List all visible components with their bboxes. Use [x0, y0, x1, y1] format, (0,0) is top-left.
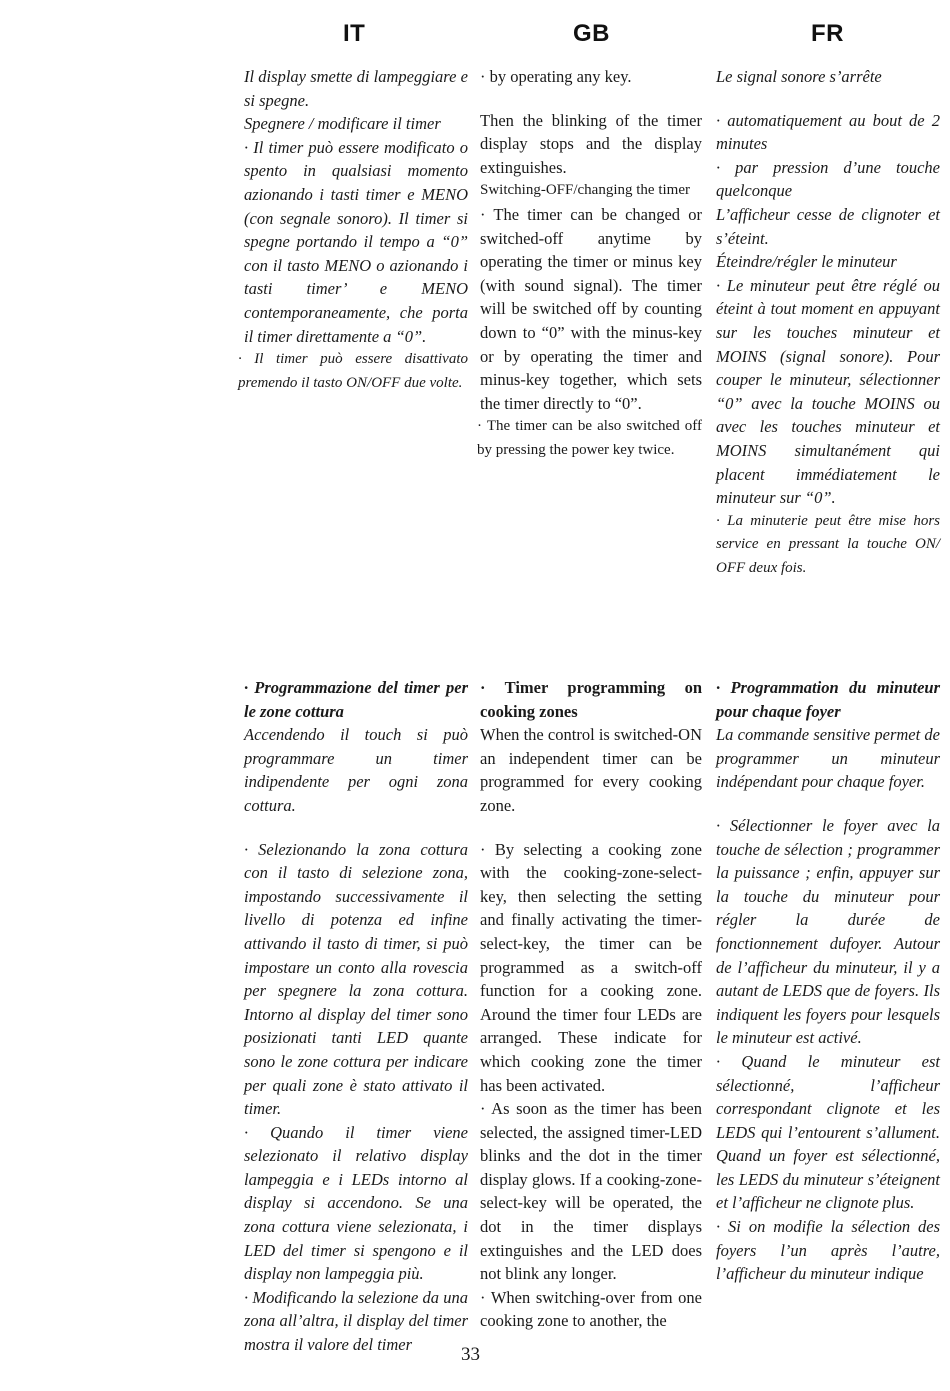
it-top-p3: · Il timer può essere modificato o spento in qualsiasi momento azionando i tasti timer e MENO (con segnale sonoro). Il timer si spegne portando il tempo a “0” con il tasto MENO o azionando i tasti timer’ e MENO contemporaneamente, che porta il timer direttamente a “0”.	[244, 137, 468, 346]
fr-bottom-p3: · Quand le minuteur est sélectionné, l’afficheur correspondant clignote et les LEDS qui l’entourent s’allument. Quand un foyer est sélectionné, les LEDS du minuteur s’éteignent et l’afficheur ne clignote plus.	[716, 1051, 940, 1213]
gb-bottom-p2: · By selecting a cooking zone with the cooking-zone-select-key, then selecting the setting and finally activating the timer-select-key, the timer can be programmed as a switch-off function for a cooking zone. Around the timer four LEDs are arranged. These indicate for which cooking zone the timer has been activated.	[480, 839, 702, 1095]
gb-top-column	[477, 65, 702, 463]
fr-top-p4: L’afficheur cesse de clignoter et s’éteint.	[716, 204, 940, 248]
it-bottom-p1: Accendendo il touch si può programmare un timer indipendente per ogni zona cottura.	[244, 725, 468, 815]
it-bottom-heading: · Programmazione del timer per le zone cottura	[244, 678, 468, 721]
it-top-p4: · Il timer può essere disattivato premendo il tasto ON/OFF due volte.	[238, 351, 468, 391]
header-it: IT	[343, 20, 366, 47]
fr-top-p5: Éteindre/régler le minuteur	[716, 252, 897, 272]
gb-top-p2: Then the blinking of the timer display stops and the display extinguishes.	[480, 110, 702, 177]
it-top-p2: Spegnere / modificare il timer	[244, 114, 441, 134]
it-top-p1: Il display smette di lampeggiare e si spegne.	[244, 67, 468, 110]
gb-top-p5: · The timer can be also switched off by pressing the power key twice.	[477, 418, 702, 458]
it-bottom-p2: · Selezionando la zona cottura con il tasto di selezione zona, impostando successivamente il livello di potenza ed infine attivando il tasto di timer, si può impostare un conto alla rovescia per spegnere la zona cottura. Intorno al display del timer sono posizionati tanti LED quante sono le zone cottura per indicare per quali zone è stato attivato il timer.	[244, 839, 468, 1119]
fr-bottom-p4: · Si on modifie la sélection des foyers l’un après l’autre, l’afficheur du minuteur indique	[716, 1217, 940, 1284]
fr-top-column	[716, 65, 940, 580]
gb-top-p4: · The timer can be changed or switched-off anytime by operating the timer or minus key (with sound signal). The timer will be switched off by counting down to “0” with the minus-key or by operating the timer and minus-key together, which sets the timer directly to “0”.	[480, 204, 702, 413]
fr-top-p2: · automatiquement au bout de 2 minutes	[716, 110, 940, 154]
header-gb: GB	[573, 20, 610, 47]
fr-top-p3: · par pression d’une touche quelconque	[716, 157, 940, 201]
fr-bottom-heading: · Programmation du minuteur pour chaque foyer	[716, 678, 940, 721]
gb-bottom-heading: · Timer programming on cooking zones	[480, 678, 702, 721]
gb-top-p3: Switching-OFF/changing the timer	[480, 182, 690, 199]
fr-top-p6: · Le minuteur peut être réglé ou éteint à tout moment en appuyant sur les touches minuteur et MOINS (signal sonore). Pour couper le minuteur, sélectionner “0” avec la touche MOINS ou avec les touches minuteur et MOINS simultanément qui placent immédiatement le minuteur sur “0”.	[716, 275, 940, 508]
it-bottom-p3: · Quando il timer viene selezionato il relativo display lampeggia e i LEDs intorno al display si accendono. Se una zona cottura viene selezionata, i LED del timer si spengono e il display non lampeggia più.	[244, 1122, 468, 1284]
gb-top-p1: · by operating any key.	[480, 67, 632, 86]
it-bottom-column	[244, 676, 468, 1357]
header-fr: FR	[811, 20, 844, 47]
fr-top-p1: Le signal sonore s’arrête	[716, 67, 882, 86]
gb-bottom-p1: When the control is switched-ON an independent timer can be programmed for every cooking zone.	[480, 725, 702, 815]
page-number: 33	[461, 1344, 480, 1365]
fr-top-p7: · La minuterie peut être mise hors service en pressant la touche ON/ OFF deux fois.	[716, 512, 940, 576]
gb-bottom-p4: · When switching-over from one cooking zone to another, the	[480, 1287, 702, 1331]
fr-bottom-p2: · Sélectionner le foyer avec la touche de sélection ; programmer la puissance ; enfin, appuyer sur la touche du minuteur pour régler la durée de fonctionnement dufoyer. Autour de l’afficheur du minuteur, il y a autant de LEDS que de foyers. Ils indiquent les foyers pour lesquels le minuteur est activé.	[716, 815, 940, 1048]
gb-bottom-column	[480, 676, 702, 1333]
gb-bottom-p3: · As soon as the timer has been selected, the assigned timer-LED blinks and the dot in the timer display glows. If a cooking-zone-select-key will be operated, the dot in the timer displays extinguishes and the LED does not blink any longer.	[480, 1099, 702, 1284]
fr-bottom-p1: La commande sensitive permet de programmer un minuteur indépendant pour chaque foyer.	[716, 725, 940, 792]
fr-bottom-column	[716, 676, 940, 1286]
it-top-column	[238, 65, 468, 395]
it-bottom-p4: · Modificando la selezione da una zona all’altra, il display del timer mostra il valore del timer	[244, 1287, 468, 1355]
